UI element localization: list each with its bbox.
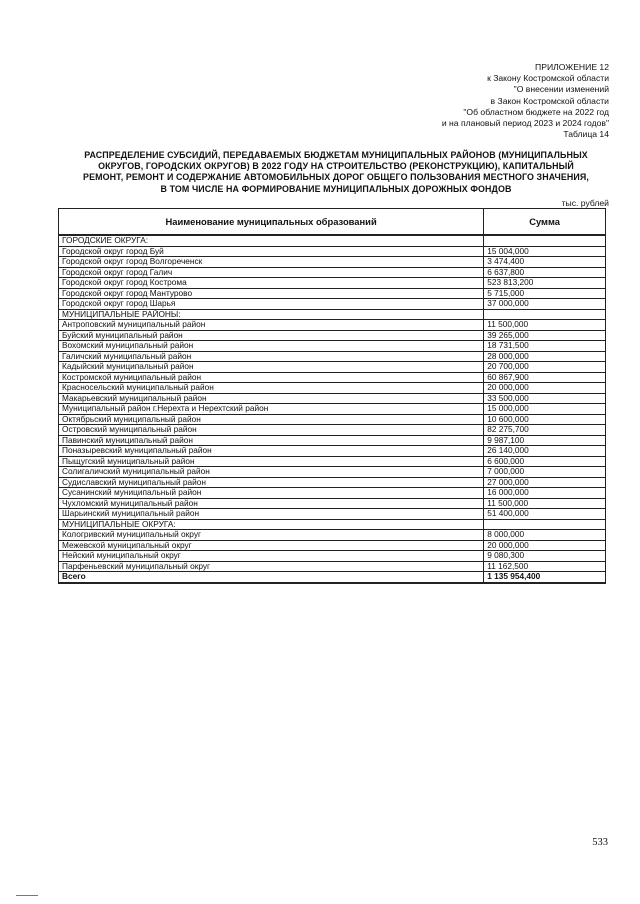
table-row [59, 383, 606, 394]
unit-label: тыс. рублей [561, 198, 609, 208]
subsidy-amount [484, 519, 606, 530]
table-row [59, 404, 606, 415]
total-row [59, 572, 606, 583]
table-row [59, 488, 606, 499]
subsidy-amount: 6 637,800 [484, 267, 606, 278]
table-row [59, 498, 606, 509]
subsidy-amount: 3 474,400 [484, 257, 606, 268]
table-row [59, 477, 606, 488]
title-line: ОКРУГОВ, ГОРОДСКИХ ОКРУГОВ) В 2022 ГОДУ НА СТРОИТЕЛЬСТВО (РЕКОНСТРУКЦИЮ), КАПИТАЛЬНЫЙ [98, 161, 574, 172]
section-row [59, 519, 606, 530]
table-header-row [59, 209, 606, 236]
subsidy-amount [484, 309, 606, 320]
municipality-name: Городской округ город Мантурово [59, 288, 484, 299]
table-row [59, 362, 606, 373]
table-body [59, 235, 606, 583]
municipality-name: Городской округ город Волгореченск [59, 257, 484, 268]
municipality-name: Галичский муниципальный район [59, 351, 484, 362]
municipality-name: Городской округ город Кострома [59, 278, 484, 289]
subsidy-amount: 8 000,000 [484, 530, 606, 541]
table-row [59, 435, 606, 446]
subsidy-amount: 20 700,000 [484, 362, 606, 373]
municipality-name: Октябрьский муниципальный район [59, 414, 484, 425]
table-row [59, 425, 606, 436]
municipality-name: Павинский муниципальный район [59, 435, 484, 446]
municipality-name: Островский муниципальный район [59, 425, 484, 436]
table-row [59, 330, 606, 341]
municipality-name: Красносельский муниципальный район [59, 383, 484, 394]
municipality-name: Чухломский муниципальный район [59, 498, 484, 509]
municipality-name: Буйский муниципальный район [59, 330, 484, 341]
subsidy-amount: 37 000,000 [484, 299, 606, 310]
subsidy-amount: 6 600,000 [484, 456, 606, 467]
municipality-name: Шарьинский муниципальный район [59, 509, 484, 520]
header-line: к Закону Костромской области [487, 73, 609, 84]
subsidy-amount [484, 235, 606, 246]
table-row [59, 393, 606, 404]
subsidy-amount: 15 004,000 [484, 246, 606, 257]
page-number: 533 [592, 837, 608, 848]
subsidy-table [58, 208, 606, 584]
subsidy-amount: 27 000,000 [484, 477, 606, 488]
municipality-name: Судиславский муниципальный район [59, 477, 484, 488]
subsidy-amount: 16 000,000 [484, 488, 606, 499]
table-row [59, 551, 606, 562]
title-line: РЕМОНТ, РЕМОНТ И СОДЕРЖАНИЕ АВТОМОБИЛЬНЫХ ДОРОГ ОБЩЕГО ПОЛЬЗОВАНИЯ МЕСТНОГО ЗНАЧЕНИЯ, [83, 172, 589, 183]
header-line: в Закон Костромской области [490, 95, 609, 106]
municipality-name: Макарьевский муниципальный район [59, 393, 484, 404]
subsidy-amount: 11 500,000 [484, 498, 606, 509]
subsidy-amount: 51 400,000 [484, 509, 606, 520]
header-line: и на плановый период 2023 и 2024 годов" [441, 118, 609, 129]
subsidy-amount: 20 000,000 [484, 383, 606, 394]
table-row [59, 246, 606, 257]
subsidy-amount: 33 500,000 [484, 393, 606, 404]
table-row [59, 320, 606, 331]
table-row [59, 530, 606, 541]
table-row [59, 288, 606, 299]
table-row [59, 257, 606, 268]
table-row [59, 267, 606, 278]
table-row [59, 372, 606, 383]
subsidy-amount: 9 080,300 [484, 551, 606, 562]
table-row [59, 456, 606, 467]
subsidy-amount: 11 500,000 [484, 320, 606, 331]
document-header [442, 62, 609, 140]
subsidy-amount: 15 000,000 [484, 404, 606, 415]
table-row [59, 351, 606, 362]
municipality-name: Солигаличский муниципальный район [59, 467, 484, 478]
section-row [59, 235, 606, 246]
table-row [59, 341, 606, 352]
municipality-name: Поназыревский муниципальный район [59, 446, 484, 457]
total-label: Всего [59, 572, 484, 583]
municipality-name: МУНИЦИПАЛЬНЫЕ ОКРУГА: [59, 519, 484, 530]
municipality-name: МУНИЦИПАЛЬНЫЕ РАЙОНЫ: [59, 309, 484, 320]
header-line: "О внесении изменений [513, 84, 609, 95]
municipality-name: ГОРОДСКИЕ ОКРУГА: [59, 235, 484, 246]
column-header-sum: Сумма [484, 209, 606, 236]
municipality-name: Нейский муниципальный округ [59, 551, 484, 562]
subsidy-amount: 26 140,000 [484, 446, 606, 457]
subsidy-amount: 39 265,000 [484, 330, 606, 341]
subsidy-amount: 18 731,500 [484, 341, 606, 352]
header-line: ПРИЛОЖЕНИЕ 12 [535, 62, 609, 72]
scan-mark [16, 895, 38, 896]
subsidy-amount: 10 600,000 [484, 414, 606, 425]
municipality-name: Кадыйский муниципальный район [59, 362, 484, 373]
subsidy-amount: 11 162,500 [484, 561, 606, 572]
municipality-name: Парфеньевский муниципальный округ [59, 561, 484, 572]
subsidy-amount: 60 867,900 [484, 372, 606, 383]
table-row [59, 509, 606, 520]
table-row [59, 561, 606, 572]
header-line: "Об областном бюджете на 2022 год [463, 106, 609, 117]
municipality-name: Межевской муниципальный округ [59, 540, 484, 551]
municipality-name: Городской округ город Галич [59, 267, 484, 278]
document-title [62, 150, 610, 195]
title-line: В ТОМ ЧИСЛЕ НА ФОРМИРОВАНИЕ МУНИЦИПАЛЬНЫХ ДОРОЖНЫХ ФОНДОВ [160, 183, 512, 194]
municipality-name: Сусанинский муниципальный район [59, 488, 484, 499]
table-row [59, 540, 606, 551]
title-line: РАСПРЕДЕЛЕНИЕ СУБСИДИЙ, ПЕРЕДАВАЕМЫХ БЮДЖЕТАМ МУНИЦИПАЛЬНЫХ РАЙОНОВ (МУНИЦИПАЛЬНЫХ [84, 150, 588, 160]
subsidy-amount: 28 000,000 [484, 351, 606, 362]
total-amount: 1 135 954,400 [484, 572, 606, 583]
subsidy-amount: 82 275,700 [484, 425, 606, 436]
municipality-name: Вохомский муниципальный район [59, 341, 484, 352]
municipality-name: Костромской муниципальный район [59, 372, 484, 383]
table-row [59, 299, 606, 310]
table-row [59, 414, 606, 425]
subsidy-amount: 9 987,100 [484, 435, 606, 446]
table-row [59, 446, 606, 457]
municipality-name: Муниципальный район г.Нерехта и Нерехтский район [59, 404, 484, 415]
municipality-name: Антроповский муниципальный район [59, 320, 484, 331]
table-row [59, 467, 606, 478]
column-header-name: Наименование муниципальных образований [59, 209, 484, 236]
subsidy-amount: 523 813,200 [484, 278, 606, 289]
header-line: Таблица 14 [563, 129, 609, 140]
municipality-name: Городской округ город Шарья [59, 299, 484, 310]
municipality-name: Кологривский муниципальный округ [59, 530, 484, 541]
municipality-name: Городской округ город Буй [59, 246, 484, 257]
subsidy-amount: 20 000,000 [484, 540, 606, 551]
table-row [59, 278, 606, 289]
municipality-name: Пыщугский муниципальный район [59, 456, 484, 467]
subsidy-amount: 7 000,000 [484, 467, 606, 478]
subsidy-amount: 5 715,000 [484, 288, 606, 299]
section-row [59, 309, 606, 320]
